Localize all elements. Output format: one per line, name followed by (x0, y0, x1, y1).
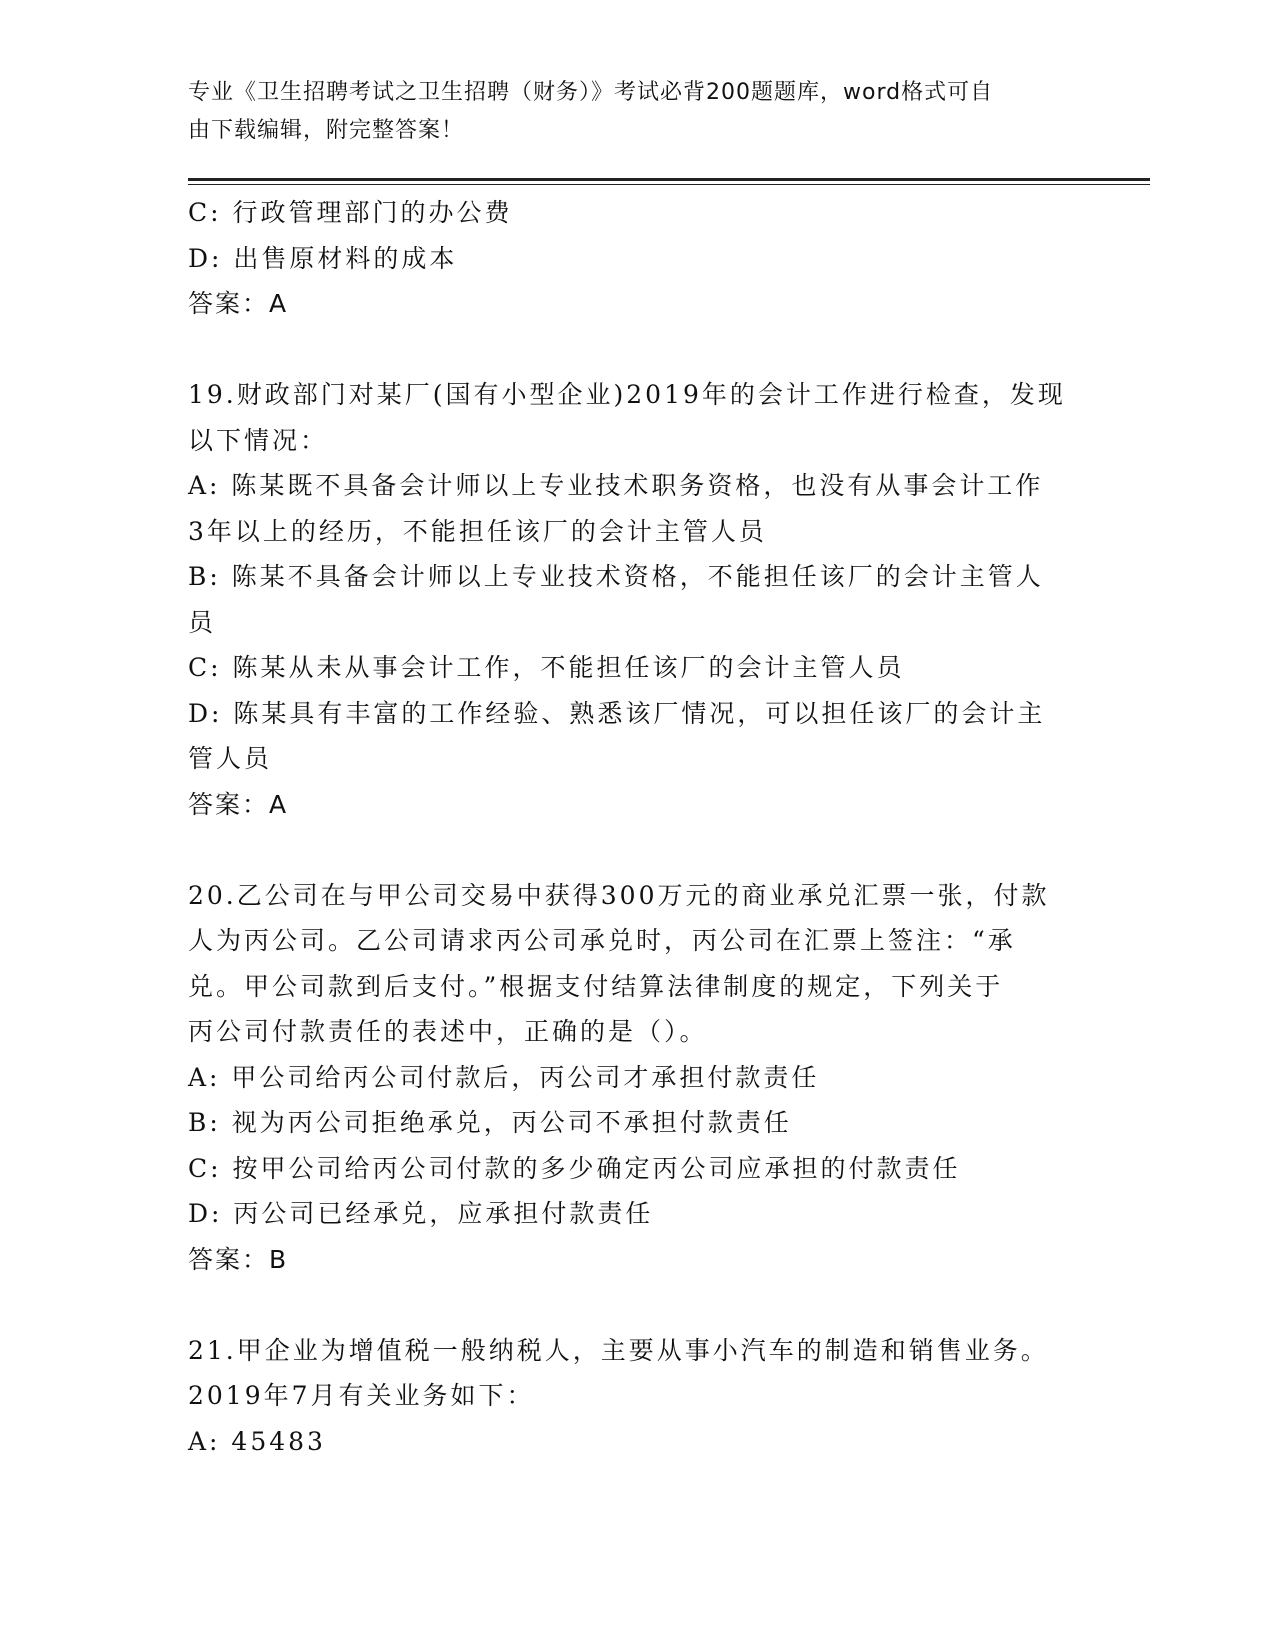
spacer (188, 827, 1068, 873)
option-d: D: 陈某具有丰富的工作经验、熟悉该厂情况，可以担任该厂的会计主 (188, 698, 1046, 728)
header-divider-thick (188, 178, 1150, 181)
question-stem: 2019年7月有关业务如下： (188, 1381, 535, 1410)
option-a: A: 陈某既不具备会计师以上专业技术职务资格，也没有从事会计工作 (188, 471, 1044, 500)
answer-label: 答案：A (188, 289, 289, 318)
option-c: C: 陈某从未从事会计工作，不能担任该厂的会计主管人员 (188, 653, 905, 682)
question-stem: 21.甲企业为增值税一般纳税人，主要从事小汽车的制造和销售业务。 (188, 1335, 1049, 1365)
question-20 (188, 873, 1068, 1283)
option-d-continued: 管人员 (188, 744, 273, 773)
question-stem: 20.乙公司在与甲公司交易中获得300万元的商业承兑汇票一张，付款 (188, 880, 1050, 910)
previous-question (188, 190, 1068, 327)
option-d: D: 出售原材料的成本 (188, 243, 458, 273)
question-stem: 19.财政部门对某厂(国有小型企业)2019年的会计工作进行检查，发现 (188, 380, 1066, 409)
option-b: B: 陈某不具备会计师以上专业技术资格，不能担任该厂的会计主管人 (188, 562, 1044, 591)
option-d: D: 丙公司已经承兑，应承担付款责任 (188, 1199, 654, 1228)
question-stem: 人为丙公司。乙公司请求丙公司承兑时，丙公司在汇票上签注：“承 (188, 926, 1016, 955)
question-stem: 以下情况： (188, 425, 329, 455)
option-b: B: 视为丙公司拒绝承兑，丙公司不承担付款责任 (188, 1108, 792, 1137)
question-content (188, 190, 1068, 1464)
document-header (188, 74, 1068, 150)
option-a-continued: 3年以上的经历，不能担任该厂的会计主管人员 (188, 516, 767, 546)
header-divider-thin (188, 184, 1150, 185)
spacer (188, 327, 1068, 373)
option-a: A: 甲公司给丙公司付款后，丙公司才承担付款责任 (188, 1062, 820, 1092)
header-line-1: 专业《卫生招聘考试之卫生招聘（财务）》考试必背200题题库，word格式可自 (188, 80, 994, 105)
answer-label: 答案：A (188, 789, 289, 819)
question-stem: 兑。甲公司款到后支付。”根据支付结算法律制度的规定，下列关于 (188, 971, 1004, 1001)
question-19 (188, 372, 1068, 827)
question-21 (188, 1328, 1068, 1465)
option-c: C: 行政管理部门的办公费 (188, 198, 513, 227)
question-stem: 丙公司付款责任的表述中，正确的是（）。 (188, 1017, 708, 1046)
option-c: C: 按甲公司给丙公司付款的多少确定丙公司应承担的付款责任 (188, 1153, 961, 1183)
header-line-2: 由下载编辑，附完整答案！ (188, 118, 465, 143)
spacer (188, 1282, 1068, 1328)
option-a: A: 45483 (188, 1426, 326, 1456)
answer-label: 答案：B (188, 1244, 289, 1274)
option-b-continued: 员 (188, 607, 217, 637)
